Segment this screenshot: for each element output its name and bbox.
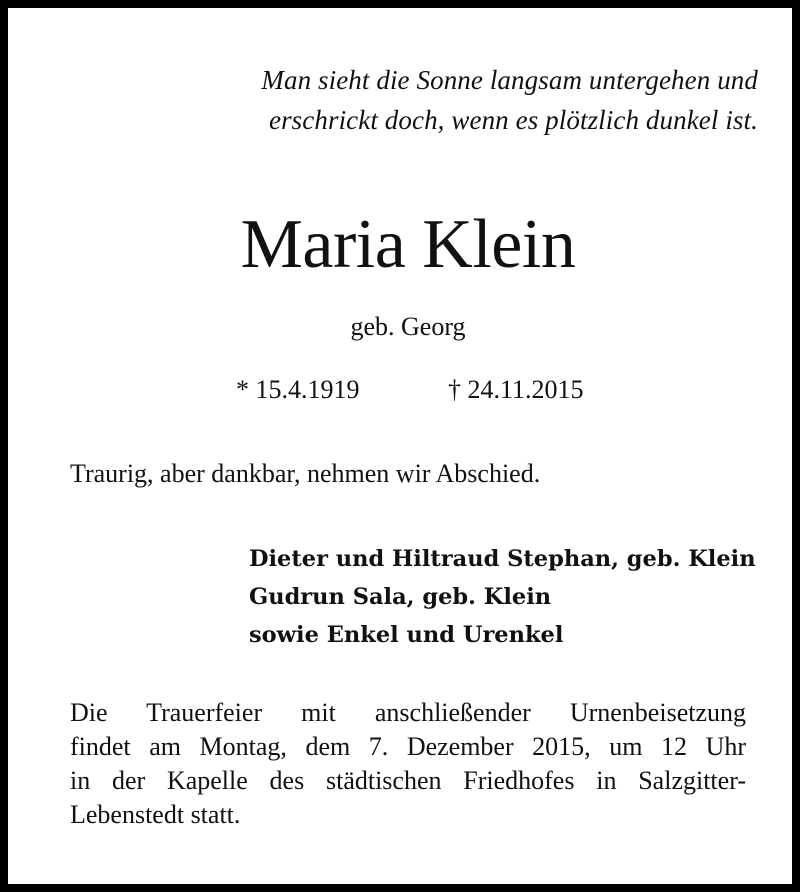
mourner-line: Dieter und Hiltraud Stephan, geb. Klein	[249, 546, 756, 572]
mourners-list	[249, 540, 756, 654]
quote-line-2: erschrickt doch, wenn es plötzlich dunkel ist.	[268, 105, 758, 135]
deceased-name: Maria Klein	[240, 206, 576, 283]
quote-line-1: Man sieht die Sonne langsam untergehen und	[261, 65, 758, 95]
service-line-1: Die Trauerfeier mit anschließender Urnenbeisetzung	[70, 698, 746, 727]
mourner-line: Gudrun Sala, geb. Klein	[249, 584, 552, 610]
birth-date: * 15.4.1919	[236, 375, 360, 404]
service-line-3: in der Kapelle des städtischen Friedhofes in Salzgitter-	[70, 766, 746, 795]
service-line-4: Lebenstedt statt.	[70, 800, 241, 829]
death-date: † 24.11.2015	[448, 375, 584, 404]
funeral-service-info	[70, 696, 746, 832]
farewell-text: Traurig, aber dankbar, nehmen wir Abschied.	[70, 459, 541, 488]
service-line-2: findet am Montag, dem 7. Dezember 2015, um 12 Uhr	[70, 732, 746, 761]
maiden-name: geb. Georg	[350, 312, 466, 341]
mourner-line: sowie Enkel und Urenkel	[249, 622, 564, 648]
memorial-quote	[118, 60, 758, 140]
